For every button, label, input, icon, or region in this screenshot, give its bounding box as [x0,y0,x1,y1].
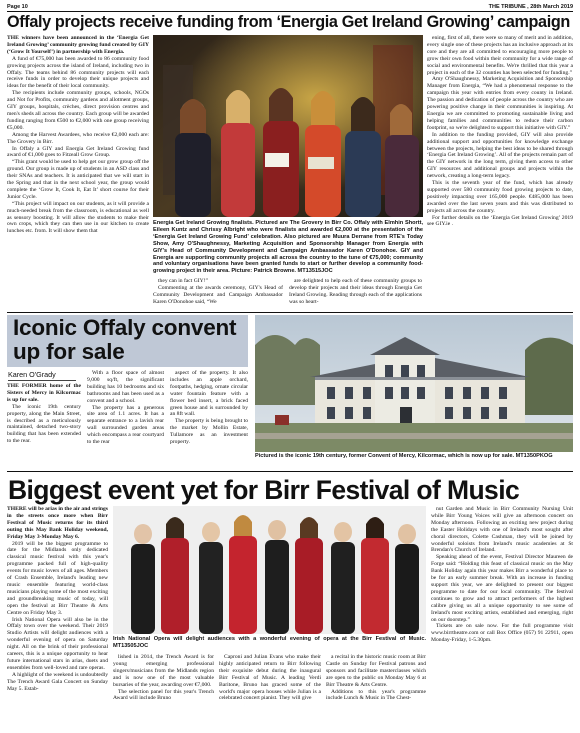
paragraph: This is the seventh year of the fund, which has already supported over 580 community food growing projects to date, positively impacting over 165,000 people. €485,000 has been awarded over the last seven years and this was distributed to projects all across the country. [427,180,573,214]
paragraph: lished in 2014, the Trench Award is for young emerging professional singers/musicians from the Midlands region and is now one of the most valuable bursaries of the year, awarding over €7,000. [113,654,214,688]
article2-headline [13,316,236,363]
article3-column-3 [219,654,321,728]
article2-column-3 [170,370,248,468]
article2-byline: Karen O'Grady [8,370,56,379]
paragraph: A fund of €75,000 has been awarded to 86 community food growing projects across the island of Ireland, including two in Offaly. The teams behind 86 community projects will each receive funds in order to develop their unique projects and ideas for the benefit of their local community. [7,55,149,90]
paragraph: ening, first of all, there were so many of merit and in addition, every single one of these projects has an inclusive approach at its core and they are all committed to encouraging more people to grow their own food within their community for a wide range of social and environmental benefits. We're thrilled that this year a project in each of the 32 counties has been selected for funding.” [427,35,573,76]
paragraph: Commenting at the awards ceremony, GIY's Head of Community Development and Campaign Ambassador Karen O'Donohoe said, “We [153,284,283,305]
paragraph: THE FORMER home of the Sisters of Mercy in Kilcormac is up for sale. [7,383,81,403]
paragraph: are delighted to help each of these community groups to develop their projects and their ideas through Energia Get Ireland Growing. Reading through each of the applications was so heart- [289,278,422,305]
article1-column-3 [289,278,422,310]
paragraph: 2019 will be the biggest programme to date for the Midlands only dedicated classical music festival with this year's programme packed full of high-quality events for music lovers of all ages. Members of Crash Ensemble, Ireland's leading new music ensemble featuring world-class musicians playing some of the most exciting and groundbreaking music of today, will open the festival at Birr Theatre & Arts Centre on Friday May 3. [7,540,108,616]
article2-photo-caption: Pictured is the iconic 19th century, former Convent of Mercy, Kilcormac, which is now up for sale. MT1350PKOG [255,453,553,459]
publication-dateline: THE TRIBUNE , 28th March 2019 [488,4,573,10]
paragraph: With a floor space of almost 9,000 sq/ft, the significant building has 10 bedrooms and six bathrooms and has been used as a convent and a school. [87,370,164,404]
paragraph: THE winners have been announced in the ‘Energia Get Ireland Growing’ community growing fund created by GIY (‘Grow It Yourself’) in partnership with Energia. [7,35,149,55]
paragraph: Tickets are on sale now. For the full programme visit www.birrtheatre.com or call Box Office (057) 91 22911, open Monday-Friday, 1-5.30pm. [431,623,573,644]
article2-photo [255,315,573,452]
article2-column-2 [87,370,164,468]
paragraph: Amy O'Shaughnessy, Marketing Acquisition and Sponsorship Manager from Energia, “We had a phenomenal response to the campaign this year with entries from every county in Ireland. The passion and dedication of people across the country who are powering positive change in their communities is inspiring. At Energia we are committed to promoting sustainable living and helping families and communities to reduce their carbon footprint, so we're delighted to support this initiative with GIY.” [427,76,573,131]
opera-singers-image [113,506,426,634]
article3-column-4 [326,654,426,728]
article1-column-2 [153,278,283,310]
section-divider-1 [7,312,573,313]
paragraph: THERE will be arias in the air and strings in the streets once more when Birr Festival of Music returns for its third outing this May Bank Holiday weekend, Friday May 3-Monday May 6. [7,506,108,540]
paragraph: Irish National Opera will also be in the Offaly town over the weekend. Their 2019 Studio Artists will delight audiences with a wonderful evening of opera on Saturday night. All on the brink of their professional careers, this is a unique opportunity to hear future international stars in arias, duets and ensembles from well-loved and rare operas. [7,616,108,671]
paragraph: The property is being brought to the market by Mollin Estate, Tullamore as an investment property. [170,418,248,446]
paragraph: The recipients include community groups, schools, NGOs and Not for Profits, community gardens and allotment groups, GIY groups, hospitals, crèches, direct provision centres and men's sheds all across the country. Each group will be awarded funding ranging from €500 to €2,000 with one group receiving €5,000. [7,90,149,131]
convent-building-image [255,315,573,452]
article1-photo-caption: Energia Get Ireland Growing finalists. Pictured are The Grovery in Birr Co. Offaly with Elmhin Shortt, Eileen Kuntz and Chrissy Albright who were finalists and awarded €2,000 at the presentation of the ‘Energia Get Ireland Growing Fund’ celebration. Also pictured are Muura Derrane from RTE's Today Show, Amy O'Shaughnessy, Marketing Acquisition and Sponsorship Manager from Energia with GIY's Head of Community Development and Campaign Ambassador Karen O'Donohoe. GIY and Energia are supporting community projects all across the country to the tune of €75,000; community and voluntary organisations have been granted funds to start or further develop a community food-growing project in their area. Picture: Patrick Browne. MT13515JOC [153,220,423,275]
paragraph: aspect of the property. It also includes an apple orchard, footpaths, hedging, ornate circular water fountain feature with a flower bed insert, a brick faced green house and is surrounded by an 8ft wall. [170,370,248,418]
byline-rule [8,380,76,381]
article2-headline-banner [7,315,248,367]
article3-photo [113,506,426,634]
paragraph: The iconic 19th century property, along the Main Street, is described as a meticulously maintained, detached two-story building that has been extended to the rear. [7,403,81,445]
paragraph: a recital in the historic music room at Birr Castle on Sunday for Festival patrons and sponsors and facilitate masterclasses which are open to the public on Monday May 6 at Birr Theatre & Arts Centre. [326,654,426,688]
article1-column-4 [427,35,573,310]
article3-column-2 [113,654,214,728]
paragraph: Additions to this year's programme include Lunch & Music in The Chest- [326,688,426,702]
page-number: Page 10 [7,4,28,10]
article1-column-1 [7,35,149,310]
article2-headline-line-2: up for sale [13,338,125,364]
paragraph: A highlight of the weekend is undoubtedly The Trench Award Gala Concert on Sunday May 5. Estab- [7,671,108,692]
article1-photo [153,35,423,217]
top-rule [7,11,573,12]
paragraph: For further details on the ‘Energia Get Ireland Growing’ 2019 see GIY.ie . [427,214,573,228]
paragraph: nut Garden and Music in Birr Community Nursing Unit while Birr Young Voices will give an afternoon concert on Monday afternoon. Following an exciting new project during the Easter Holidays with one of Ireland's most sought after choral directors, Colette Cashman, they will be joined by wonderful soloists from Ireland's music academies at St Brendan's Church of Ireland. [431,506,573,554]
paragraph: In Offaly a GIY and Energia Get Ireland Growing fund award of €1,000 goes to Fitzeall Grow Group. [7,145,149,159]
paragraph: Speaking ahead of the event, Festival Director Maureen de Forge said: “Holding this feast of classical music on the May Bank Holiday again this year makes Birr a wonderful place to be for an early summer break. With an increase in funding support this year, we are delighted to present our biggest programme to date for our local community. The festival continues to grow and to attract performers of the highest calibre giving us all a unique opportunity to see some of Ireland's most exciting artists, established and emerging, right on our doorstep.” [431,554,573,623]
section-divider-2 [7,471,573,472]
article2-column-1 [7,383,81,468]
article2-headline-line-1: Iconic Offaly convent [13,315,237,340]
paragraph: The selection panel for this year's Trench Award will include Bruno [113,688,214,702]
paragraph: The property has a generous site area of 1.1 acres. It has a separate entrance to a lavish rear wall surrounded garden areas which encompass a rear courtyard to the rear [87,404,164,446]
article3-column-1 [7,506,108,728]
article1-headline: Offaly projects receive funding from ‘Energia Get Ireland Growing’ campaign [7,13,570,31]
paragraph: they can in fact GIY!” [158,278,209,284]
article3-headline: Biggest event yet for Birr Festival of Music [8,475,520,505]
paragraph: In addition to the funding provided, GIY will also provide additional support and opportunities for knowledge exchange between the projects, helping the best ideas to be shared through ‘Energia Get Ireland Growing’. All of the projects remain part of the GIY network in the long term, giving them access to other GIY resources and additional groups and projects within the network, creating a long-term legacy. [427,131,573,180]
paragraph: “This grant would be used to help get our grow group off the ground. Our group is made up of students in an ASD class and their SNAs and teachers. It is anticipated that we will start in the Spring and that in the next school year, the group would complete the ‘Grow It, Cook It, Eat It’ short course for their Junior Cycle. [7,159,149,200]
paragraph: “This project will impact on our students, as it will provide a much-needed break from the classroom, is educational as well as sensory boosting. It will allow the students to make their own crops, which they can then use in our kitchen to create lunches etc. from. It will show them that [7,200,149,235]
article3-photo-caption: Irish National Opera will delight audiences with a wonderful evening of opera at the Birr Festival of Music. MT13505JOC [113,636,426,649]
paragraph: Among the Harvest Awardees, who receive €2,000 each are: The Grovery in Birr. [7,131,149,145]
group-photo-image [153,35,423,217]
paragraph: Caproni and Julian Evans who make their highly anticipated return to Birr following their exquisite debut during the inaugural Birr Festival of Music. A leading Verdi Baritone, Bruno has graced some of the world's major opera houses while Julian is a celebrated concert pianist. They will give [219,654,321,702]
article3-column-5 [431,506,573,728]
